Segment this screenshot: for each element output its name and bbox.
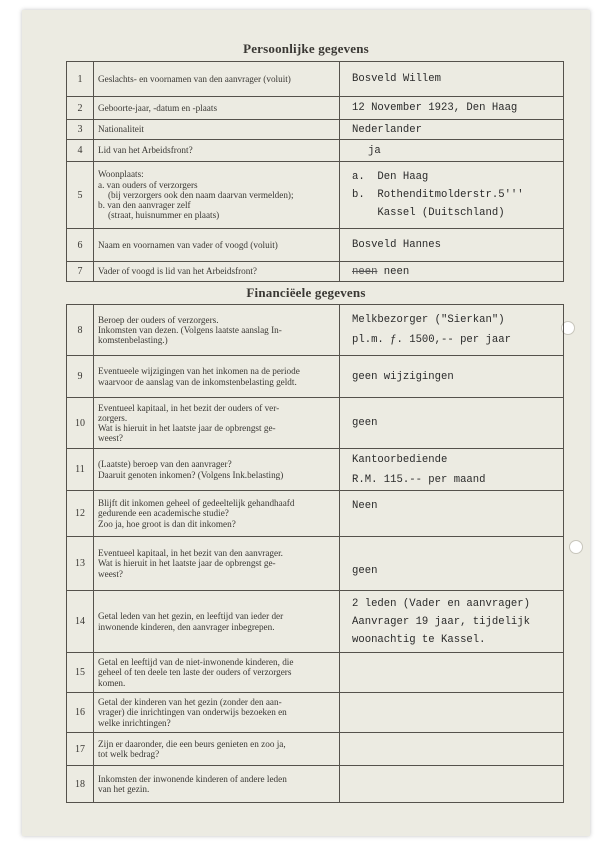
answer-text: 12 November 1923, Den Haag (340, 97, 564, 120)
table-row (67, 356, 564, 398)
row-number: 6 (67, 229, 94, 262)
answer-text: ja (340, 140, 564, 162)
table-row (67, 97, 564, 120)
row-number: 4 (67, 140, 94, 162)
answer-text: Neen (340, 491, 564, 537)
question-text: Eventueele wijzigingen van het inkomen na de periode waarvoor de aanslag van de inkomstenbelasting geldt. (94, 356, 340, 398)
answer-text: Nederlander (340, 120, 564, 140)
row-number: 10 (67, 398, 94, 449)
row-number: 3 (67, 120, 94, 140)
answer-text: Bosveld Hannes (340, 229, 564, 262)
table-row (67, 140, 564, 162)
row-number: 2 (67, 97, 94, 120)
table-row (67, 62, 564, 97)
answer-text: geen (340, 537, 564, 591)
row-number: 18 (67, 766, 94, 803)
table-row (67, 449, 564, 491)
question-text: (Laatste) beroep van den aanvrager? Daaruit genoten inkomen? (Volgens Ink.belasting) (94, 449, 340, 491)
question-text: Geboorte-jaar, -datum en -plaats (94, 97, 340, 120)
question-text: Nationaliteit (94, 120, 340, 140)
punch-hole-bottom (569, 540, 583, 554)
question-text: Getal en leeftijd van de niet-inwonende kinderen, die geheel of ten deele ten laste der ouders of verzorgers komen. (94, 653, 340, 693)
row-number: 7 (67, 262, 94, 282)
table-row (67, 120, 564, 140)
question-text: Vader of voogd is lid van het Arbeidsfront? (94, 262, 340, 282)
row-number: 12 (67, 491, 94, 537)
financial-data-table (66, 304, 564, 803)
table-row (67, 229, 564, 262)
question-text: Lid van het Arbeidsfront? (94, 140, 340, 162)
answer-text: Kantoorbediende R.M. 115.-- per maand (340, 449, 564, 491)
row-number: 14 (67, 591, 94, 653)
question-text: Geslachts- en voornamen van den aanvrager (voluit) (94, 62, 340, 97)
section-title-personal: Persoonlijke gegevens (243, 41, 369, 56)
table-row (67, 305, 564, 356)
table-row (67, 653, 564, 693)
row-number: 17 (67, 733, 94, 766)
personal-data-table (66, 61, 564, 282)
answer-field-empty[interactable] (340, 766, 564, 803)
table-row (67, 733, 564, 766)
answer-text: geen (340, 398, 564, 449)
question-text: Eventueel kapitaal, in het bezit van den aanvrager. Wat is hieruit in het laatste jaar de opbrengst ge- weest? (94, 537, 340, 591)
answer-field-empty[interactable] (340, 653, 564, 693)
form-page (22, 10, 590, 836)
table-row (67, 398, 564, 449)
row-number: 15 (67, 653, 94, 693)
question-text: Beroep der ouders of verzorgers. Inkomsten van dezen. (Volgens laatste aanslag In- komstenbelasting.) (94, 305, 340, 356)
row-number: 11 (67, 449, 94, 491)
table-row (67, 162, 564, 229)
answer-text: Bosveld Willem (340, 62, 564, 97)
row-number: 5 (67, 162, 94, 229)
question-text: Getal der kinderen van het gezin (zonder den aan- vrager) die inrichtingen van onderwijs bezoeken en welke inrichtingen? (94, 693, 340, 733)
answer-text: geen wijzigingen (340, 356, 564, 398)
answer-text: Melkbezorger ("Sierkan") pl.m. ƒ. 1500,-- per jaar (340, 305, 564, 356)
question-text: Naam en voornamen van vader of voogd (voluit) (94, 229, 340, 262)
row-number: 16 (67, 693, 94, 733)
answer-field-empty[interactable] (340, 693, 564, 733)
question-text: Blijft dit inkomen geheel of gedeeltelijk gehandhaafd gedurende een academische studie? Zoo ja, hoe groot is dan dit inkomen? (94, 491, 340, 537)
row-number: 13 (67, 537, 94, 591)
row-number: 9 (67, 356, 94, 398)
table-row (67, 766, 564, 803)
struck-answer: neen (352, 265, 378, 278)
question-text: Getal leden van het gezin, en leeftijd van ieder der inwonende kinderen, den aanvrager inbegrepen. (94, 591, 340, 653)
answer-text: a. Den Haag b. Rothenditmolderstr.5''' Kassel (Duitschland) (340, 162, 564, 229)
question-text: Woonplaats: a. van ouders of verzorgers (bij verzorgers ook den naam daarvan vermelden); b. van den aanvrager zelf (straat, huisnummer en plaats) (94, 162, 340, 229)
table-row (67, 591, 564, 653)
row-number: 8 (67, 305, 94, 356)
table-row (67, 262, 564, 282)
answer-field-empty[interactable] (340, 733, 564, 766)
row-number: 1 (67, 62, 94, 97)
table-row (67, 491, 564, 537)
section-title-financial: Financiëele gegevens (246, 285, 366, 300)
question-text: Inkomsten der inwonende kinderen of andere leden van het gezin. (94, 766, 340, 803)
question-text: Eventueel kapitaal, in het bezit der ouders of ver- zorgers. Wat is hieruit in het laatste jaar de opbrengst ge- weest? (94, 398, 340, 449)
table-row (67, 693, 564, 733)
answer-text: neen neen (340, 262, 564, 282)
answer-text: 2 leden (Vader en aanvrager) Aanvrager 19 jaar, tijdelijk woonachtig te Kassel. (340, 591, 564, 653)
table-row (67, 537, 564, 591)
question-text: Zijn er daaronder, die een beurs genieten en zoo ja, tot welk bedrag? (94, 733, 340, 766)
